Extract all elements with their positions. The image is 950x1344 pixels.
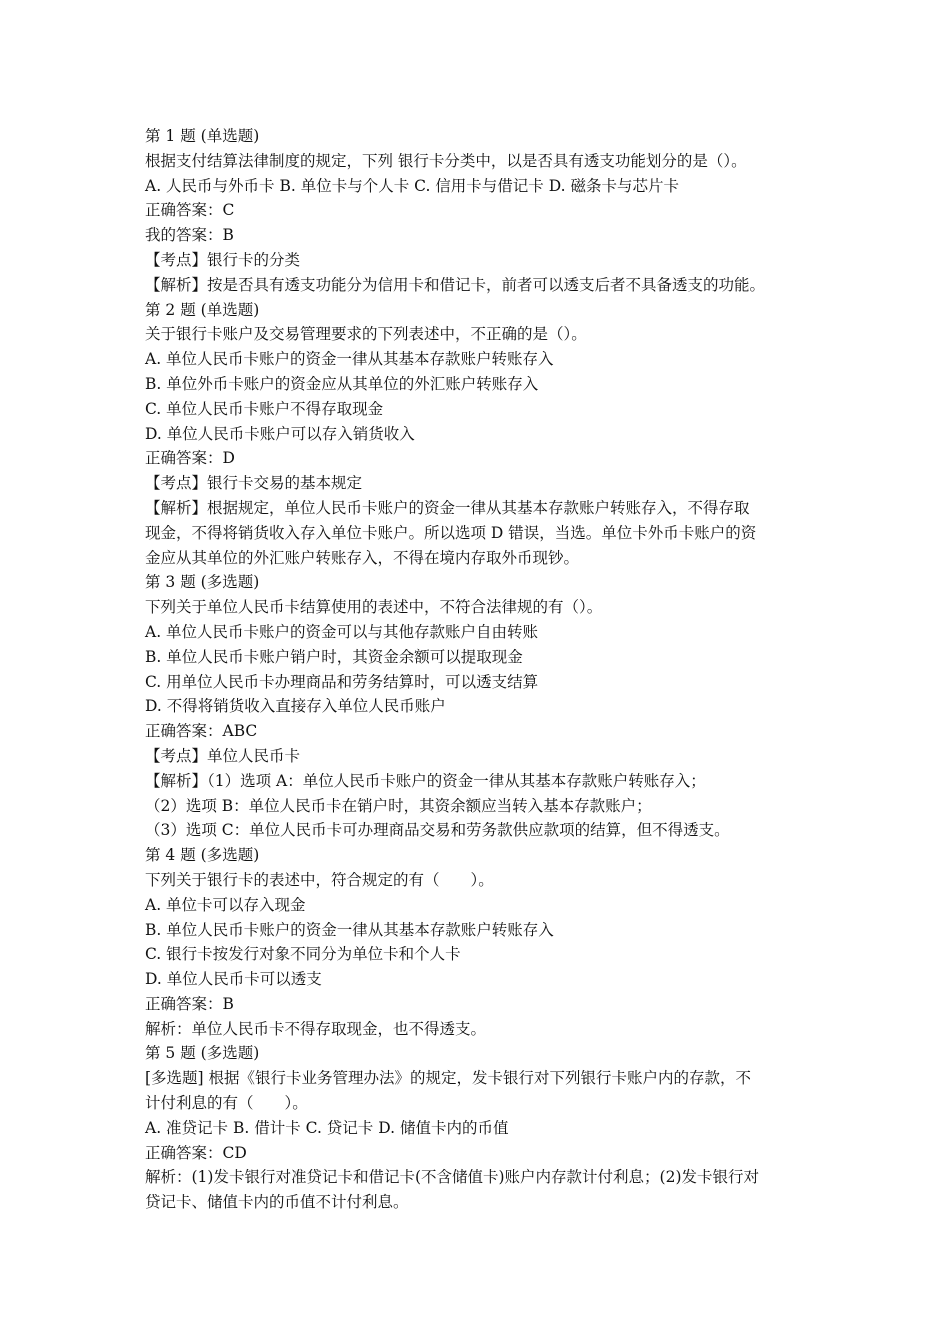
question-5-stem-line-2: 计付利息的有（ ）。 bbox=[145, 1094, 308, 1113]
question-4-option-b: B. 单位人民币卡账户的资金一律从其基本存款账户转账存入 bbox=[145, 920, 554, 939]
question-1-stem: 根据支付结算法律制度的规定，下列 银行卡分类中，以是否具有透支功能划分的是（）。 bbox=[145, 151, 747, 170]
question-3-stem: 下列关于单位人民币卡结算使用的表述中，不符合法律规的有（）。 bbox=[145, 598, 603, 617]
question-4-stem: 下列关于银行卡的表述中，符合规定的有（ ）。 bbox=[145, 870, 494, 889]
question-3-explanation-line-1: 【解析】（1）选项 A：单位人民币卡账户的资金一律从其基本存款账户转账存入； bbox=[145, 771, 706, 790]
question-1-explanation: 【解析】按是否具有透支功能分为信用卡和借记卡，前者可以透支后者不具备透支的功能。 bbox=[145, 275, 766, 294]
question-1-heading: 第 1 题 (单选题) bbox=[145, 127, 260, 145]
question-3-option-c: C. 用单位人民币卡办理商品和劳务结算时，可以透支结算 bbox=[145, 672, 539, 691]
question-2-explanation-line-2: 现金，不得将销货收入存入单位卡账户。所以选项 D 错误，当选。单位卡外币卡账户的资 bbox=[145, 523, 757, 542]
question-2-option-a: A. 单位人民币卡账户的资金一律从其基本存款账户转账存入 bbox=[145, 350, 554, 369]
question-3-topic: 【考点】单位人民币卡 bbox=[145, 746, 301, 765]
question-3-explanation-line-3: （3）选项 C：单位人民币卡可办理商品交易和劳务款供应款项的结算，但不得透支。 bbox=[145, 821, 730, 840]
question-1-my-answer: 我的答案：B bbox=[145, 226, 234, 245]
question-4-option-a: A. 单位卡可以存入现金 bbox=[145, 895, 306, 914]
document-body bbox=[145, 124, 813, 1215]
question-5-correct-answer: 正确答案：CD bbox=[145, 1143, 247, 1162]
question-2-explanation-line-3: 金应从其单位的外汇账户转账存入，不得在境内存取外币现钞。 bbox=[145, 548, 580, 567]
question-2-explanation-line-1: 【解析】根据规定，单位人民币卡账户的资金一律从其基本存款账户转账存入，不得存取 bbox=[145, 498, 750, 517]
question-5-options: A. 准贷记卡 B. 借计卡 C. 贷记卡 D. 储值卡内的币值 bbox=[145, 1118, 509, 1137]
question-2-stem: 关于银行卡账户及交易管理要求的下列表述中，不正确的是（）。 bbox=[145, 325, 587, 344]
question-3-option-d: D. 不得将销货收入直接存入单位人民币账户 bbox=[145, 697, 446, 716]
question-5-explanation-line-1: 解析：(1)发卡银行对准贷记卡和借记卡(不含储值卡)账户内存款计付利息；(2)发卡银行对 bbox=[145, 1168, 760, 1187]
question-4-heading: 第 4 题 (多选题) bbox=[145, 846, 260, 865]
question-2-option-c: C. 单位人民币卡账户不得存取现金 bbox=[145, 399, 384, 418]
question-4-option-d: D. 单位人民币卡可以透支 bbox=[145, 970, 322, 989]
question-3-correct-answer: 正确答案：ABC bbox=[145, 722, 258, 741]
question-1-topic: 【考点】银行卡的分类 bbox=[145, 250, 301, 269]
question-5-explanation-line-2: 贷记卡、储值卡内的币值不计付利息。 bbox=[145, 1193, 409, 1212]
question-2-option-d: D. 单位人民币卡账户可以存入销货收入 bbox=[145, 424, 415, 443]
question-4-explanation: 解析：单位人民币卡不得存取现金，也不得透支。 bbox=[145, 1019, 487, 1038]
question-1-options: A. 人民币与外币卡 B. 单位卡与个人卡 C. 信用卡与借记卡 D. 磁条卡与芯片卡 bbox=[145, 176, 679, 195]
question-3-option-b: B. 单位人民币卡账户销户时，其资金余额可以提取现金 bbox=[145, 647, 523, 666]
question-2-topic: 【考点】银行卡交易的基本规定 bbox=[145, 474, 363, 493]
question-2-correct-answer: 正确答案：D bbox=[145, 449, 235, 468]
question-2-option-b: B. 单位外币卡账户的资金应从其单位的外汇账户转账存入 bbox=[145, 374, 539, 393]
question-1-correct-answer: 正确答案：C bbox=[145, 201, 235, 220]
question-5-stem-line-1: [多选题] 根据《银行卡业务管理办法》的规定，发卡银行对下列银行卡账户内的存款，不 bbox=[145, 1069, 752, 1088]
question-4-option-c: C. 银行卡按发行对象不同分为单位卡和个人卡 bbox=[145, 945, 461, 964]
question-3-explanation-line-2: （2）选项 B：单位人民币卡在销户时，其资余额应当转入基本存款账户； bbox=[145, 796, 652, 815]
question-5-heading: 第 5 题 (多选题) bbox=[145, 1044, 260, 1063]
question-3-heading: 第 3 题 (多选题) bbox=[145, 573, 260, 592]
question-2-heading: 第 2 题 (单选题) bbox=[145, 300, 260, 319]
question-3-option-a: A. 单位人民币卡账户的资金可以与其他存款账户自由转账 bbox=[145, 622, 539, 641]
question-4-correct-answer: 正确答案：B bbox=[145, 994, 234, 1013]
